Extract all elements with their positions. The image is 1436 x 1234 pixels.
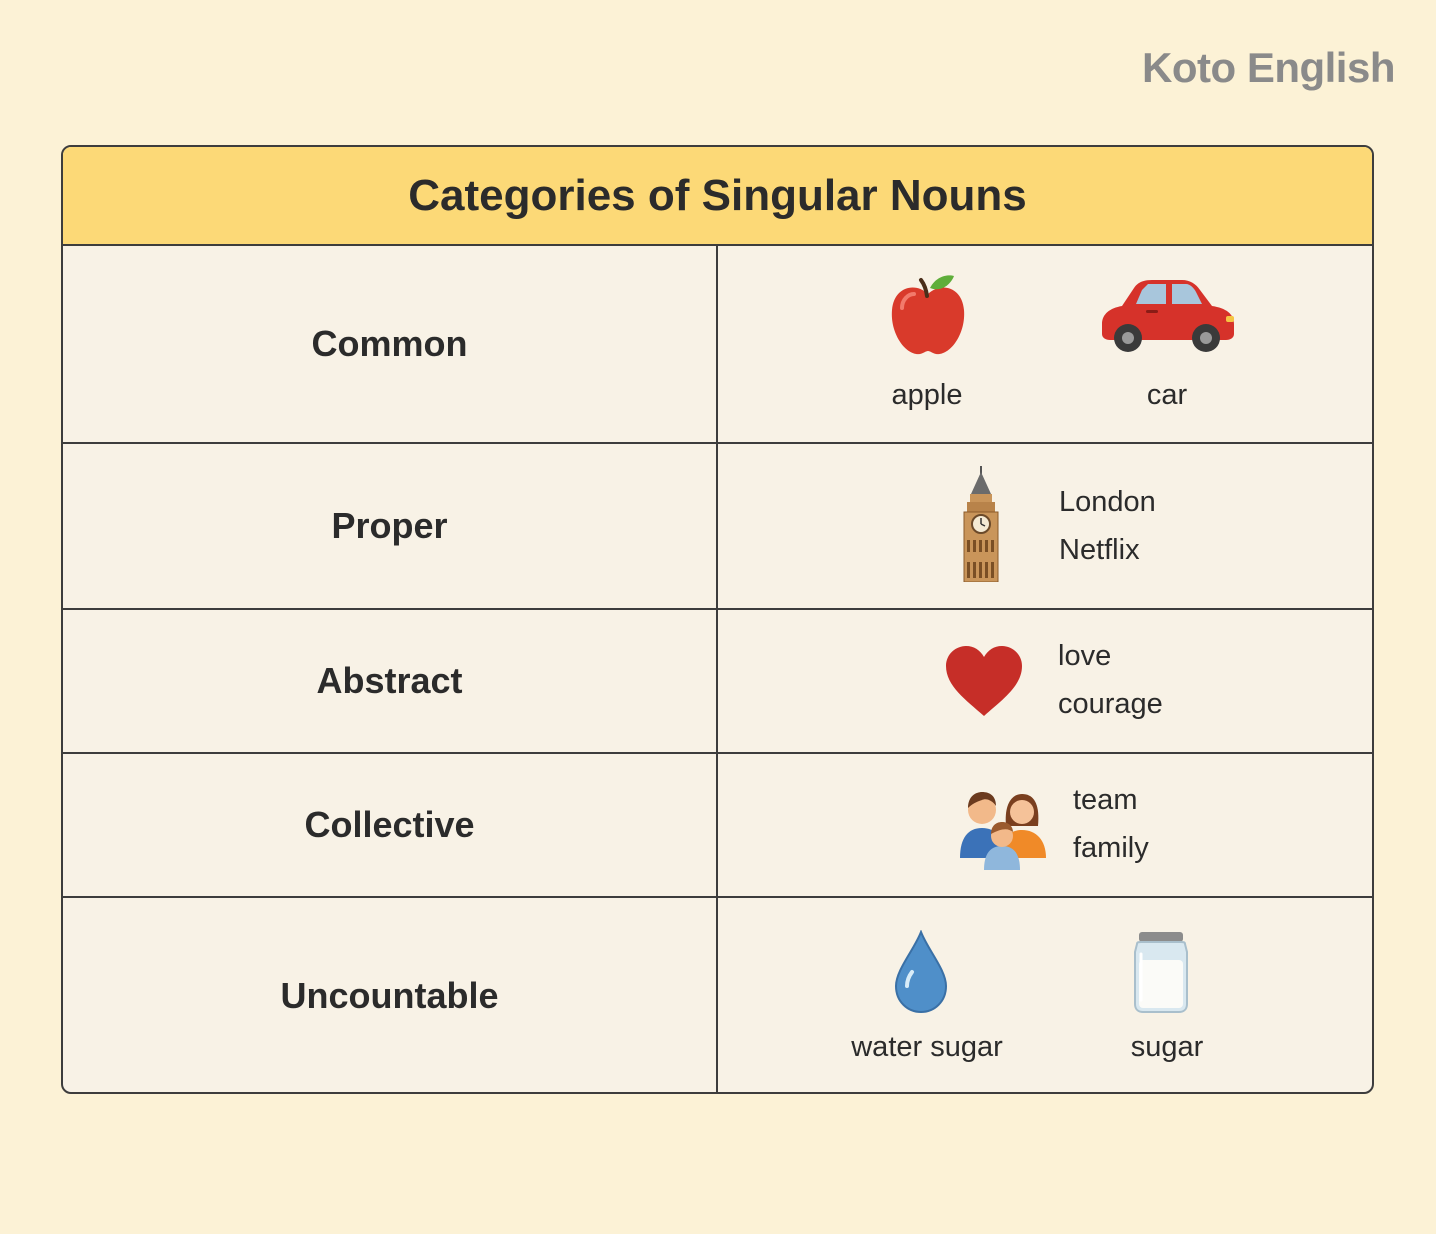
big-ben-icon: [961, 466, 1001, 582]
category-collective: Collective: [63, 754, 718, 896]
brand-logo-text: Koto English: [1142, 44, 1395, 91]
example-team: team: [1073, 784, 1138, 816]
category-abstract: Abstract: [63, 610, 718, 752]
table-header: [63, 147, 1372, 246]
examples-uncountable: [718, 898, 1372, 1094]
table-row-common: [63, 246, 1372, 444]
table-row-uncountable: [63, 898, 1372, 1094]
table-row-abstract: [63, 610, 1372, 754]
example-courage: courage: [1058, 688, 1163, 720]
car-icon: [1098, 278, 1238, 354]
examples-abstract: [718, 610, 1372, 752]
example-love: love: [1058, 640, 1112, 672]
family-icon: [958, 782, 1048, 870]
category-proper: Proper: [63, 444, 718, 608]
table-row-collective: [63, 754, 1372, 898]
example-netflix: Netflix: [1059, 534, 1140, 566]
sugar-jar-icon: [1131, 930, 1191, 1014]
water-drop-icon: [892, 930, 950, 1014]
apple-icon: [888, 272, 968, 358]
table-row-proper: [63, 444, 1372, 610]
category-uncountable: Uncountable: [63, 898, 718, 1094]
example-apple: apple: [891, 379, 963, 411]
heart-icon: [944, 644, 1024, 718]
examples-common: [718, 246, 1372, 442]
examples-proper: [718, 444, 1372, 608]
table-title: Categories of Singular Nouns: [408, 170, 1027, 220]
examples-collective: [718, 754, 1372, 896]
nouns-table: [61, 145, 1374, 1094]
example-car: car: [1146, 379, 1188, 411]
example-sugar: sugar: [1130, 1031, 1204, 1063]
example-water-sugar: water sugar: [851, 1031, 1003, 1063]
example-london: London: [1059, 486, 1156, 518]
category-common: Common: [63, 246, 718, 442]
example-family: family: [1073, 832, 1149, 864]
